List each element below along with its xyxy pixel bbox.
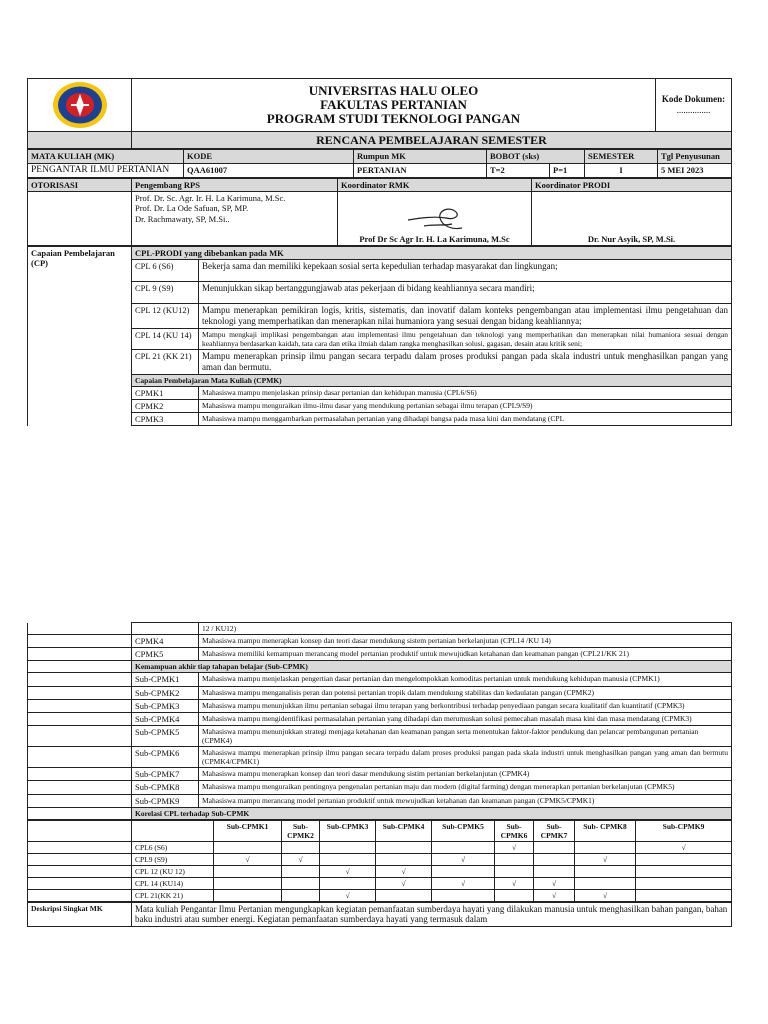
cpmk-text: Mahasiswa mampu menggambarkan permasalahan pertanian yang dihadapi bangsa pada masa kini dan mendatang (CPL <box>199 412 732 425</box>
empty-cell <box>636 865 732 877</box>
sub-cpmk-code: Sub-CPMK2 <box>132 686 199 699</box>
cpmk-code: CPMK2 <box>132 399 199 412</box>
sub-cpmk-code: Sub-CPMK7 <box>132 768 199 781</box>
check-mark: √ <box>636 841 732 853</box>
coord-prodi-name: Dr. Nur Asyik, SP, M.Si. <box>587 233 676 244</box>
empty-cell <box>320 841 376 853</box>
course-row <box>28 163 732 177</box>
course-semester: I <box>585 163 658 177</box>
cpmk-text: Mahasiswa mampu menjelaskan prinsip dasar pertanian dan kehidupan manusia (CPL6/S6) <box>199 386 732 399</box>
sub-cpmk-text: Mahasiswa mampu merancang model pertanian produktif untuk mewujudkan ketahanan dan keamanan pangan (CPMK5/CPMK1) <box>199 794 732 807</box>
korelasi-cpl-label: CPL9 (S9) <box>132 853 214 865</box>
check-mark: √ <box>495 877 534 889</box>
empty-cell <box>636 889 732 901</box>
korelasi-cpl-label: CPL 12 (KU 12) <box>132 865 214 877</box>
empty-cell <box>495 889 534 901</box>
cpmk-label: Capaian Pembelajaran Mata Kuliah (CPMK) <box>132 374 732 386</box>
korelasi-col-header: Sub-CPMK4 <box>376 820 432 841</box>
program-name: PROGRAM STUDI TEKNOLOGI PANGAN <box>266 111 521 126</box>
header-block <box>27 78 732 426</box>
check-mark: √ <box>534 889 575 901</box>
cpl-prodi-label: CPL-PRODI yang dibebankan pada MK <box>132 247 732 260</box>
empty-cell <box>376 841 432 853</box>
empty-cell <box>636 853 732 865</box>
plan-title: RENCANA PEMBELAJARAN SEMESTER <box>132 132 732 149</box>
empty-cell <box>282 877 320 889</box>
sub-cpmk-text: Mahasiswa mampu menerapkan prinsip ilmu pangan secara terpadu dalam proses produksi pangan pada skala industri untuk menghasilkan pangan yang aman dan bermutu (CPMK4/CPMK1) <box>199 747 732 768</box>
sub-cpmk-code: Sub-CPMK4 <box>132 712 199 725</box>
korelasi-row <box>28 841 732 853</box>
developer-3: Dr. Rachmawaty, SP, M.Si.. <box>135 213 230 224</box>
check-mark: √ <box>575 889 636 901</box>
korelasi-cpl-label: CPL 14 (KU14) <box>132 877 214 889</box>
cpl-text: Mampu mengkaji implikasi pengembangan atau implementasi ilmu pengetahuan dan teknologi yang memperhatikan dan menerapkan nilai humaniora sesuai dengan keahliannya berdasarkan kaidah, tata cara dan etika ilmiah dalam rangka menghasilkan solusi, gagasan, desain atau kritik seni; <box>199 328 732 349</box>
sub-cpmk-text: Mahasiswa mampu menjelaskan pengertian dasar pertanian dan mengelompokkan komoditas pertanian untuk mendukung kehidupan manusia (CPMK1) <box>199 673 732 686</box>
course-code: QAA61007 <box>184 163 354 177</box>
cpmk-text: Mahasiswa memiliki kemampuan merancang model pertanian produktif untuk mewujudkan ketahanan dan keamanan pangan (CPL21/KK 21) <box>199 648 732 661</box>
course-t: T=2 <box>487 163 550 177</box>
cpl-text: Bekerja sama dan memiliki kepekaan sosial serta kepedulian terhadap masyarakat dan lingkungan; <box>199 260 732 282</box>
signature-icon <box>400 202 470 234</box>
cpl-text: Menunjukkan sikap bertanggungjawab atas pekerjaan di bidang keahliannya secara mandiri; <box>199 282 732 304</box>
empty-cell <box>575 865 636 877</box>
korelasi-cpl-label: CPL 21(KK 21) <box>132 889 214 901</box>
korelasi-col-header: Sub-CPMK3 <box>320 820 376 841</box>
empty-cell <box>282 865 320 877</box>
korelasi-matrix <box>27 820 732 902</box>
sub-cpmk-code: Sub-CPMK8 <box>132 781 199 794</box>
course-date: 5 MEI 2023 <box>658 163 732 177</box>
developer-2: Prof. Dr. La Ode Safuan, SP, MP. <box>135 203 249 214</box>
tgl-header: Tgl Penyusunan <box>658 150 732 163</box>
empty-cell <box>376 853 432 865</box>
semester-header: SEMESTER <box>585 150 658 163</box>
mk-header: MATA KULIAH (MK) <box>28 150 184 163</box>
course-header-row <box>28 150 732 163</box>
bobot-header: BOBOT (sks) <box>487 150 585 163</box>
cpl-code: CPL 12 (KU12) <box>132 304 199 329</box>
cpl-text: Mampu menerapkan prinsip ilmu pangan secara terpadu dalam proses produksi pangan pada skala industri untuk menghasilkan pangan yang aman dan bermutu. <box>199 349 732 374</box>
logo-cell <box>28 79 132 132</box>
university-logo-icon <box>50 80 110 130</box>
check-mark: √ <box>534 877 575 889</box>
sub-cpmk-code: Sub-CPMK5 <box>132 726 199 747</box>
empty-cell <box>432 841 495 853</box>
cpmk-code: CPMK1 <box>132 386 199 399</box>
course-name: PENGANTAR ILMU PERTANIAN <box>28 163 184 177</box>
empty-cell <box>214 865 282 877</box>
institution-title-cell <box>132 79 656 132</box>
university-name: UNIVERSITAS HALU OLEO <box>308 83 479 98</box>
korelasi-col-header: Sub-CPMK1 <box>214 820 282 841</box>
empty-cell <box>636 877 732 889</box>
korelasi-row <box>28 877 732 889</box>
korelasi-col-header: Sub-CPMK7 <box>534 820 575 841</box>
developers-list <box>132 192 338 246</box>
coord-rmk-name: Prof Dr Sc Agr Ir. H. La Karimuna, M.Sc <box>359 233 510 244</box>
course-p: P=1 <box>550 163 585 177</box>
cpl-code: CPL 14 (KU 14) <box>132 328 199 349</box>
check-mark: √ <box>320 889 376 901</box>
doc-code-cell <box>656 79 732 132</box>
faculty-name: FAKULTAS PERTANIAN <box>320 97 467 112</box>
check-mark: √ <box>282 853 320 865</box>
empty-cell <box>575 877 636 889</box>
cpmk-code: CPMK4 <box>132 635 199 648</box>
empty-cell <box>214 877 282 889</box>
empty-cell <box>495 853 534 865</box>
empty-cell <box>575 841 636 853</box>
empty-cell <box>376 889 432 901</box>
coord-rmk-cell <box>338 192 532 246</box>
sub-cpmk-text: Mahasiswa mampu menerapkan konsep dan teori dasar mendukung sistim pertanian berkelanjutan (CPMK4) <box>199 768 732 781</box>
korelasi-col-header: Sub-CPMK9 <box>636 820 732 841</box>
empty-cell <box>495 865 534 877</box>
kode-header: KODE <box>184 150 354 163</box>
cpl-code: CPL 6 (S6) <box>132 260 199 282</box>
deskripsi-text: Mata kuliah Pengantar Ilmu Pertanian mengungkapkan kegiatan pemanfaatan sumberdaya hayati yang dilakukan manusia untuk menghasilkan bahan pangan, bahan baku industri atau sumber energi. Kegiatan pemanfaatan sumberdaya hayati yang termasuk dalam <box>132 902 732 927</box>
rumpun-header: Rumpun MK <box>354 150 487 163</box>
sub-cpmk-text: Mahasiswa mampu mengidentifikasi permasalahan pertanian yang dihadapi dan merumuskan solusi pemecahan masalah masa kini dan masa mendatang (CPMK3) <box>199 712 732 725</box>
sub-cpmk-text: Mahasiswa mampu menunjukkan strategi menjaga ketahanan dan keamanan pangan serta menentukan faktor-faktor pendukung dan pelancar pembangunan pertanian (CPMK4) <box>199 726 732 747</box>
sub-cpmk-text: Mahasiswa mampu menganalisis peran dan potensi pertanian tropik dalam mendukung stabilitas dan kedaulatan pangan (CPMK2) <box>199 686 732 699</box>
developer-1: Prof. Dr. Sc. Agr. Ir. H. La Karimuna, M.Sc. <box>135 193 286 204</box>
check-mark: √ <box>320 865 376 877</box>
deskripsi-label: Deskripsi Singkat MK <box>28 902 132 927</box>
cpmk3-continued: 12 / KU12) <box>199 623 732 635</box>
sub-cpmk-code: Sub-CPMK6 <box>132 747 199 768</box>
check-mark: √ <box>575 853 636 865</box>
sub-cpmk-text: Mahasiswa mampu menunjukkan ilmu pertanian sebagai ilmu terapan yang berkontribusi terhadap penyediaan pangan secara kualitatif dan kuantitatif (CPMK3) <box>199 699 732 712</box>
check-mark: √ <box>214 853 282 865</box>
dev-label: Pengembang RPS <box>132 178 338 191</box>
check-mark: √ <box>495 841 534 853</box>
cpl-code: CPL 9 (S9) <box>132 282 199 304</box>
korelasi-col-header: Sub- CPMK8 <box>575 820 636 841</box>
empty-cell <box>282 841 320 853</box>
empty-cell <box>214 841 282 853</box>
check-mark: √ <box>376 865 432 877</box>
empty-cell <box>320 853 376 865</box>
cpmk-code: CPMK5 <box>132 648 199 661</box>
doc-code-value: ............... <box>676 105 711 115</box>
korelasi-row <box>28 865 732 877</box>
sub-cpmk-code: Sub-CPMK3 <box>132 699 199 712</box>
korelasi-label: Korelasi CPL terhadap Sub-CPMK <box>132 807 732 819</box>
check-mark: √ <box>376 877 432 889</box>
cpmk-text: Mahasiswa mampu menerapkan konsep dan teori dasar mendukung sistem pertanian berkelanjutan (CPL14 /KU 14) <box>199 635 732 648</box>
check-mark: √ <box>432 877 495 889</box>
check-mark: √ <box>432 853 495 865</box>
korelasi-col-header: Sub-CPMK5 <box>432 820 495 841</box>
doc-code-label: Kode Dokumen: <box>661 94 726 105</box>
otorisasi-label: OTORISASI <box>28 178 132 191</box>
coord-rmk-label: Koordinator RMK <box>338 178 532 191</box>
korelasi-col-header: Sub-CPMK2 <box>282 820 320 841</box>
sub-cpmk-code: Sub-CPMK1 <box>132 673 199 686</box>
sub-cpmk-text: Mahasiswa mampu menguraikan pentingnya pengenalan pertanian maju dan modern (digital farming) dengan menerapkan pertanian berkelanjutan (CPMK5) <box>199 781 732 794</box>
korelasi-cpl-label: CPL6 (S6) <box>132 841 214 853</box>
korelasi-col-header: Sub-CPMK6 <box>495 820 534 841</box>
sub-cpmk-code: Sub-CPMK9 <box>132 794 199 807</box>
sub-cpmk-label: Kemampuan akhir tiap tahapan belajar (Sub-CPMK) <box>132 661 732 673</box>
empty-cell <box>432 865 495 877</box>
empty-cell <box>534 865 575 877</box>
empty-cell <box>282 889 320 901</box>
coord-prodi-label: Koordinator PRODI <box>532 178 732 191</box>
empty-cell <box>534 841 575 853</box>
korelasi-row <box>28 853 732 865</box>
empty-cell <box>320 877 376 889</box>
cp-label: Capaian Pembelajaran (CP) <box>28 247 132 426</box>
cpmk-text: Mahasiswa mampu menguraikan ilmu-ilmu dasar yang mendukung pertanian sebagai ilmu terapan (CPL9/S9) <box>199 399 732 412</box>
course-rumpun: PERTANIAN <box>354 163 487 177</box>
cpmk-code: CPMK3 <box>132 412 199 425</box>
empty-cell <box>214 889 282 901</box>
empty-cell <box>534 853 575 865</box>
empty-cell <box>432 889 495 901</box>
page-2-block <box>27 622 732 927</box>
cpl-text: Mampu menerapkan pemikiran logis, kritis, sistematis, dan inovatif dalam konteks pengembangan atau implementasi ilmu pengetahuan dan teknologi yang memperhatikan dan menerapkan nilai humaniora yang sesuai dengan bidang keahliannya; <box>199 304 732 329</box>
cpl-code: CPL 21 (KK 21) <box>132 349 199 374</box>
korelasi-row <box>28 889 732 901</box>
